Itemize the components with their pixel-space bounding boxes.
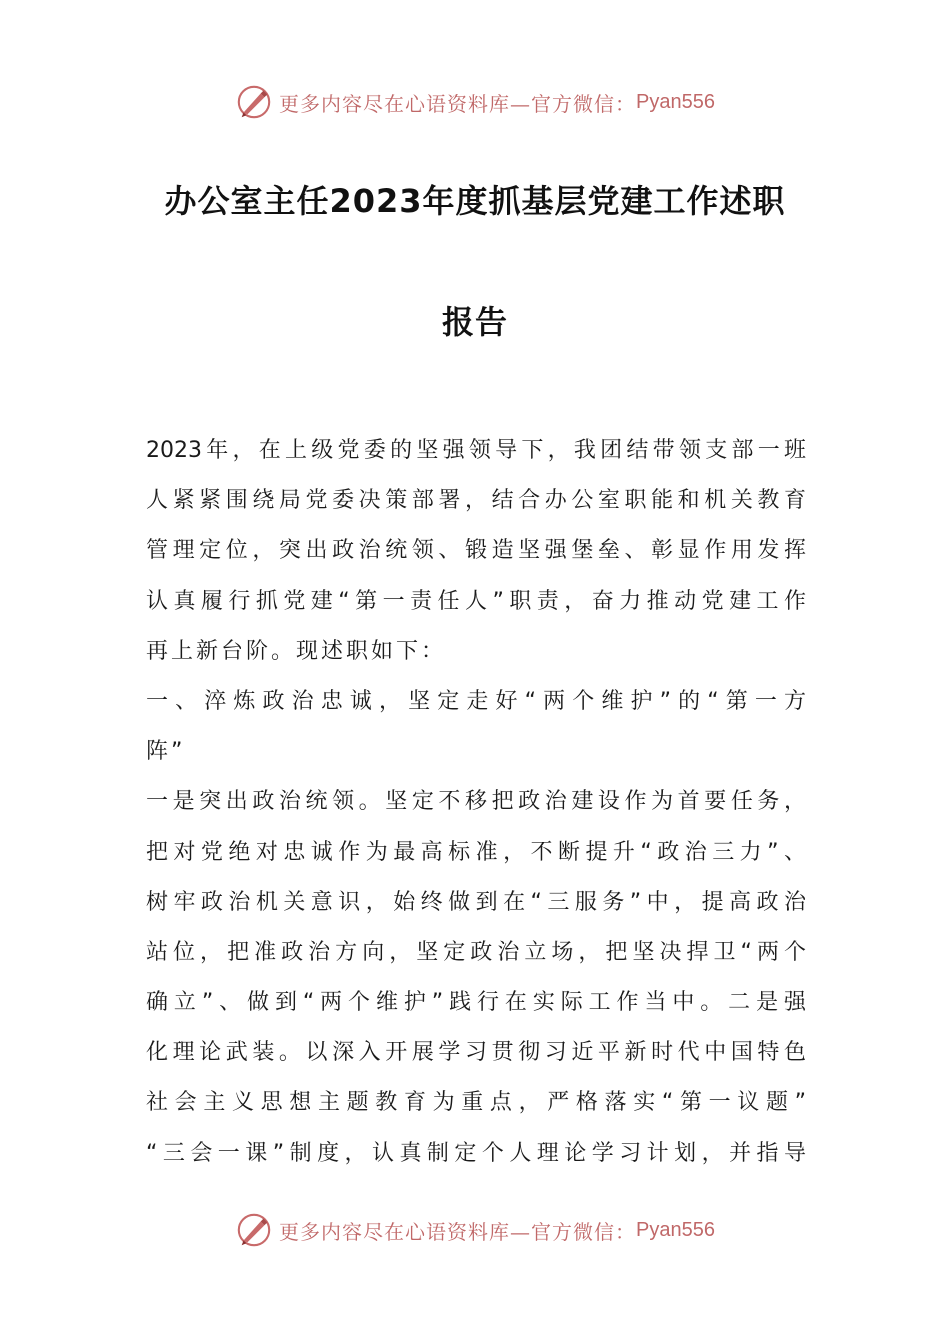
section-heading-line: 阵” — [146, 739, 186, 765]
watermark-text: 更多内容尽在心语资料库—官方微信： — [279, 1219, 637, 1244]
body-line: 化理论武装。以深入开展学习贯彻习近平新时代中国特色 — [146, 1040, 806, 1066]
body-line: 站位，把准政治方向，坚定政治立场，把坚决捍卫“两个 — [146, 939, 806, 965]
body-line: 人紧紧围绕局党委决策部署，结合办公室职能和机关教育 — [146, 488, 806, 514]
document-title-line-1: 办公室主任2023年度抓基层党建工作述职 — [164, 182, 786, 220]
body-line: 再上新台阶。现述职如下： — [146, 638, 447, 664]
body-line: 2023年，在上级党委的坚强领导下，我团结带领支部一班 — [146, 438, 806, 463]
pen-logo-icon — [235, 83, 273, 121]
document-title-line-2: 报告 — [441, 303, 508, 341]
watermark-wechat-id: Pyan556 — [636, 90, 715, 113]
watermark-header — [0, 80, 950, 124]
body-line: 管理定位，突出政治统领、锻造坚强堡垒、彰显作用发挥 — [146, 538, 806, 564]
body-line: 树牢政治机关意识，始终做到在“三服务”中，提高政治 — [146, 889, 806, 915]
watermark-footer — [0, 1208, 950, 1252]
body-line: 一是突出政治统领。坚定不移把政治建设作为首要任务， — [146, 789, 806, 815]
section-heading-line: 一、淬炼政治忠诚，坚定走好“两个维护”的“第一方 — [146, 688, 806, 714]
pen-logo-icon — [235, 1211, 273, 1249]
watermark-text: 更多内容尽在心语资料库—官方微信： — [279, 91, 637, 116]
body-line: “三会一课”制度，认真制定个人理论学习计划，并指导 — [146, 1140, 806, 1166]
body-line: 社会主义思想主题教育为重点，严格落实“第一议题” — [146, 1090, 806, 1116]
body-line: 认真履行抓党建“第一责任人”职责，奋力推动党建工作 — [146, 588, 806, 614]
watermark-wechat-id: Pyan556 — [636, 1218, 715, 1241]
body-line: 确立”、做到“两个维护”践行在实际工作当中。二是强 — [146, 990, 806, 1016]
document-body — [146, 426, 806, 1179]
body-line: 把对党绝对忠诚作为最高标准，不断提升“政治三力”、 — [146, 839, 806, 865]
